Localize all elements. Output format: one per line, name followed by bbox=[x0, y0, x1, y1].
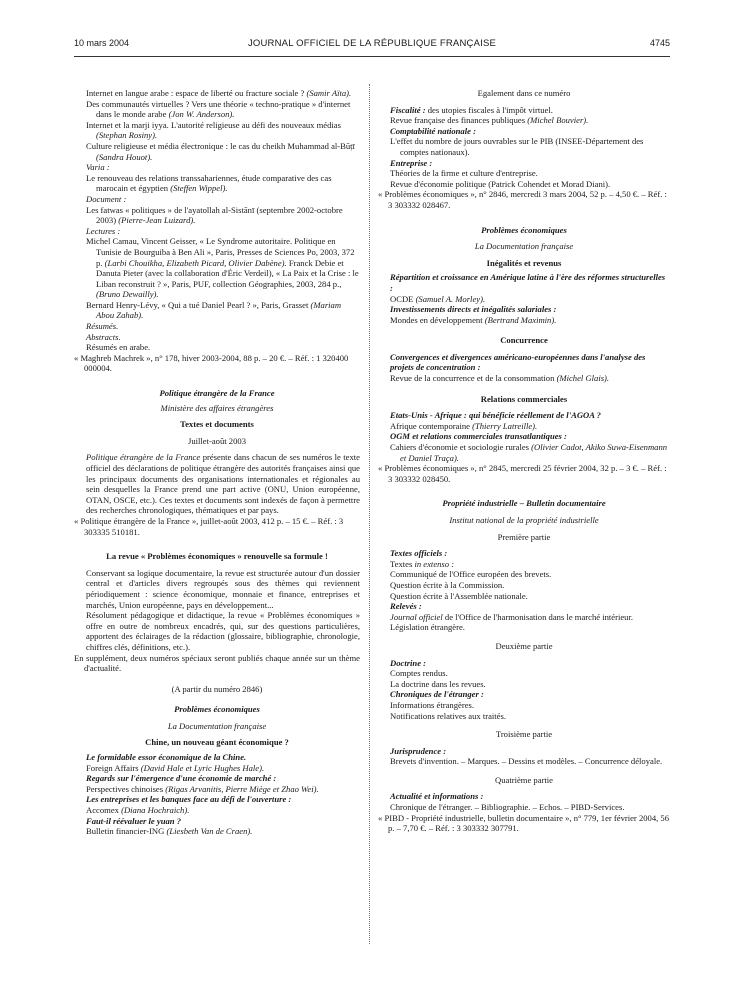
egalement-heading: Egalement dans ce numéro bbox=[477, 88, 571, 98]
right-column bbox=[378, 88, 670, 834]
pe-publisher: La Documentation française bbox=[167, 720, 267, 731]
reference-pibd: « PIBD - Propriété industrielle, bulletin documentaire », n° 779, 1er février 2004, 56 p. – 7,70 €. – Réf. : 3 303332 307791. bbox=[378, 812, 670, 834]
abstracts: Abstracts. bbox=[86, 331, 121, 342]
section-label-document: Document : bbox=[86, 193, 127, 204]
pi-institute: Institut national de la propriété industrielle bbox=[449, 515, 599, 525]
article-heading: Comptabilité nationale : bbox=[390, 125, 476, 136]
article-source: Foreign Affairs (David Hale et Lyric Hughes Hale). bbox=[86, 762, 265, 773]
reference-maghreb: « Maghreb Machrek », n° 178, hiver 2003-2004, 88 p. – 20 €. – Réf. : 1 320400 000004. bbox=[74, 352, 349, 374]
article-source: Mondes en développement (Bertrand Maximin). bbox=[390, 314, 557, 325]
list-item: Notifications relatives aux traités. bbox=[390, 710, 506, 721]
article-heading: Les entreprises et les banques face au défi de l'ouverture : bbox=[86, 794, 292, 805]
article-heading: OGM et relations commerciales transatlantiques : bbox=[390, 431, 567, 442]
article-source: Revue d'économie politique (Patrick Cohendet et Morad Diani). bbox=[390, 178, 611, 189]
list-item: Journal officiel de l'Office de l'harmonisation dans le marché intérieur. bbox=[390, 611, 634, 622]
list-item: Michel Camau, Vincent Geisser, « Le Syndrome autoritaire. Politique en Tunisie de Bourguiba à Ben Ali », Paris, Presses de Sciences Po, 2003, 372 p. (Larbi Chouikha, Elizabeth Picard, Olivier Dabène). Franck Debie et Danuta Pieter (avec la collaboration d'Éric Verdeil), « La Paix et la Crise : le Liban reconstruit ? », Paris, PUF, collection Géographies, 2003, 284 p., (Bruno Dewailly). bbox=[86, 236, 359, 300]
header-title: JOURNAL OFFICIEL DE LA RÉPUBLIQUE FRANÇAISE bbox=[247, 38, 497, 49]
relations-title: Relations commerciales bbox=[480, 393, 568, 404]
pi-title: Propriété industrielle – Bulletin documentaire bbox=[442, 498, 606, 509]
list-item: Question écrite à la Commission. bbox=[390, 579, 505, 590]
list-item: Le renouveau des relations transsahariennes, étude comparative des cas marocain et égyptien (Steffen Wippel). bbox=[86, 172, 332, 194]
part-heading: Deuxième partie bbox=[495, 640, 553, 651]
part-heading: Première partie bbox=[497, 531, 551, 542]
article-source: Fiscalité : des utopies fiscales à l'impôt virtuel. bbox=[390, 104, 553, 115]
article-heading: Répartition et croissance en Amérique latine à l'ère des réformes structurelles : bbox=[390, 272, 666, 293]
list-item: Question écrite à l'Assemblée nationale. bbox=[390, 590, 528, 601]
article-heading: Relevés : bbox=[390, 601, 422, 612]
article-source: OCDE (Samuel A. Morley). bbox=[390, 293, 486, 304]
article-heading: Le formidable essor économique de la Chine. bbox=[86, 752, 247, 763]
pe2-publisher: La Documentation française bbox=[474, 241, 574, 252]
article-source: Perspectives chinoises (Rigas Arvanitis, Pierre Miège et Zhao Wei). bbox=[86, 783, 319, 794]
section-label-lectures: Lectures : bbox=[86, 225, 121, 236]
article-source: L'effet du nombre de jours ouvrables sur le PIB (INSEE-Département des comptes nationaux). bbox=[390, 136, 644, 157]
list-item: Internet en langue arabe : espace de liberté ou fracture sociale ? (Samir Aïta). bbox=[86, 88, 352, 98]
pe-title: Problèmes économiques bbox=[174, 704, 260, 715]
article-source: Cahiers d'économie et sociologie rurales (Olivier Cadot, Akiko Suwa-Eisenmann et Daniel Traça). bbox=[390, 442, 668, 463]
revue-paragraph: Résolument pédagogique et didactique, la revue « Problèmes économiques » offre en outre de nombreux encadrés, qui, sur des questions particulières, apportent des éclairages de la rédaction (glossaire, bibliographie, chronologie, chiffres clés, définitions, etc.). bbox=[86, 610, 360, 652]
article-source: Bulletin financier-ING (Liesbeth Van de Craen). bbox=[86, 826, 253, 837]
pef-description: Politique étrangère de la France présente dans chacun de ses numéros le texte officiel des déclarations de politique étrangère des autorités françaises ainsi que les principaux documents des organisations internationales et régionales au sein desquelles la France prend une part active (ONU, Union européenne, OTAN, OSCE, etc.). Ces textes et documents sont indexés de façon à permettre des recherches chronologiques, thématiques et par pays. bbox=[86, 452, 360, 516]
list-item: Informations étrangères. bbox=[390, 699, 474, 710]
revue-paragraph: En supplément, deux numéros spéciaux seront publiés chaque année sur un thème d'actualité. bbox=[74, 652, 360, 674]
article-heading: Regards sur l'émergence d'une économie de marché : bbox=[86, 773, 277, 784]
article-heading: Entreprise : bbox=[390, 157, 433, 168]
section-label-varia: Varia : bbox=[86, 162, 110, 173]
article-source: Revue française des finances publiques (Michel Bouvier). bbox=[390, 115, 589, 126]
revue-paragraph: Conservant sa logique documentaire, la revue est structurée autour d'un dossier central et d'articles divers regroupés sous des thèmes qui reviennent périodiquement : science économique, monnaie et finance, entreprises et marchés, Union européenne, pays en développement... bbox=[86, 567, 360, 610]
from-number: (A partir du numéro 2846) bbox=[171, 683, 263, 694]
pe2-title: Problèmes économiques bbox=[481, 224, 567, 235]
article-source: Revue de la concurrence et de la consommation (Michel Glais). bbox=[390, 373, 610, 384]
list-item: Législation étrangère. bbox=[390, 622, 465, 633]
article-source: Afrique contemporaine (Thierry Latreille). bbox=[390, 420, 538, 431]
list-item: Bernard Henry-Lévy, « Qui a tué Daniel Pearl ? », Paris, Grasset (Mariam Abou Zahab). bbox=[86, 299, 342, 321]
list-item: Culture religieuse et média électronique : le cas du cheikh Muhammad al-Būṭī (Sandra Houot). bbox=[86, 140, 355, 162]
pef-subtitle: Textes et documents bbox=[180, 419, 254, 430]
reference-2845: « Problèmes économiques », n° 2845, mercredi 25 février 2004, 32 p. – 3 €. – Réf. : 3 303332 028450. bbox=[378, 463, 667, 484]
article-source: Accomex (Diana Hochraich). bbox=[86, 805, 190, 816]
left-column bbox=[74, 88, 360, 837]
chine-title: Chine, un nouveau géant économique ? bbox=[145, 737, 289, 748]
header-page-number: 4745 bbox=[649, 38, 670, 48]
header-rule bbox=[74, 56, 670, 57]
article-source: Théories de la firme et culture d'entreprise. bbox=[390, 168, 538, 179]
header-date: 10 mars 2004 bbox=[74, 38, 130, 48]
pef-title: Politique étrangère de la France bbox=[159, 388, 275, 399]
list-item: Chronique de l'étranger. – Bibliographie. – Echos. – PIBD-Services. bbox=[390, 802, 625, 813]
article-heading: Actualité et informations : bbox=[390, 791, 484, 802]
article-heading: Chroniques de l'étranger : bbox=[390, 689, 484, 700]
list-item: Internet et la marji iyya. L'autorité religieuse au défi des nouveaux médias (Stephan Rosiny). bbox=[86, 119, 341, 141]
column-separator bbox=[369, 84, 370, 944]
article-heading: Etats-Unis - Afrique : qui bénéficie réellement de l'AGOA ? bbox=[390, 410, 601, 421]
article-heading: Textes officiels : bbox=[390, 548, 448, 559]
article-heading: Jurisprudence : bbox=[390, 745, 447, 756]
pef-period: Juillet-août 2003 bbox=[188, 435, 246, 446]
article-heading: Investissements directs et inégalités salariales : bbox=[390, 304, 557, 315]
reference-2846: « Problèmes économiques », n° 2846, mercredi 3 mars 2004, 52 p. – 4,50 €. – Réf. : 3 303332 028467. bbox=[378, 189, 667, 210]
article-heading: Faut-il réévaluer le yuan ? bbox=[86, 815, 182, 826]
article-heading: Convergences et divergences américano-européennes dans l'analyse des projets de concentration : bbox=[390, 351, 646, 373]
list-item: La doctrine dans les revues. bbox=[390, 678, 486, 689]
resumes-arabe: Résumés en arabe. bbox=[86, 342, 151, 353]
revue-announcement-title: La revue « Problèmes économiques » renouvelle sa formule ! bbox=[106, 551, 328, 562]
list-item: Textes in extenso : bbox=[390, 558, 455, 569]
list-item: Brevets d'invention. – Marques. – Dessins et modèles. – Concurrence déloyale. bbox=[390, 756, 663, 767]
list-item: Comptes rendus. bbox=[390, 668, 448, 679]
resumes: Résumés. bbox=[86, 321, 119, 332]
list-item: Des communautés virtuelles ? Vers une théorie « techno-pratique » d'internet dans le monde arabe (Jon W. Anderson). bbox=[86, 98, 351, 120]
part-heading: Troisième partie bbox=[495, 729, 553, 740]
reference-pef: « Politique étrangère de la France », juillet-août 2003, 412 p. – 15 €. – Réf. : 3 303335 510181. bbox=[74, 515, 344, 537]
page-header bbox=[74, 38, 670, 52]
list-item: Les fatwas « politiques » de l'ayatollah al-Sistānī (septembre 2002-octobre 2003) (Pierre-Jean Luizard). bbox=[86, 204, 343, 226]
inegalites-title: Inégalités et revenus bbox=[486, 257, 562, 268]
pef-ministry: Ministère des affaires étrangères bbox=[160, 402, 274, 413]
part-heading: Quatrième partie bbox=[495, 774, 553, 785]
list-item: Communiqué de l'Office européen des brevets. bbox=[390, 569, 552, 580]
concurrence-title: Concurrence bbox=[500, 335, 548, 346]
article-heading: Doctrine : bbox=[390, 657, 427, 668]
